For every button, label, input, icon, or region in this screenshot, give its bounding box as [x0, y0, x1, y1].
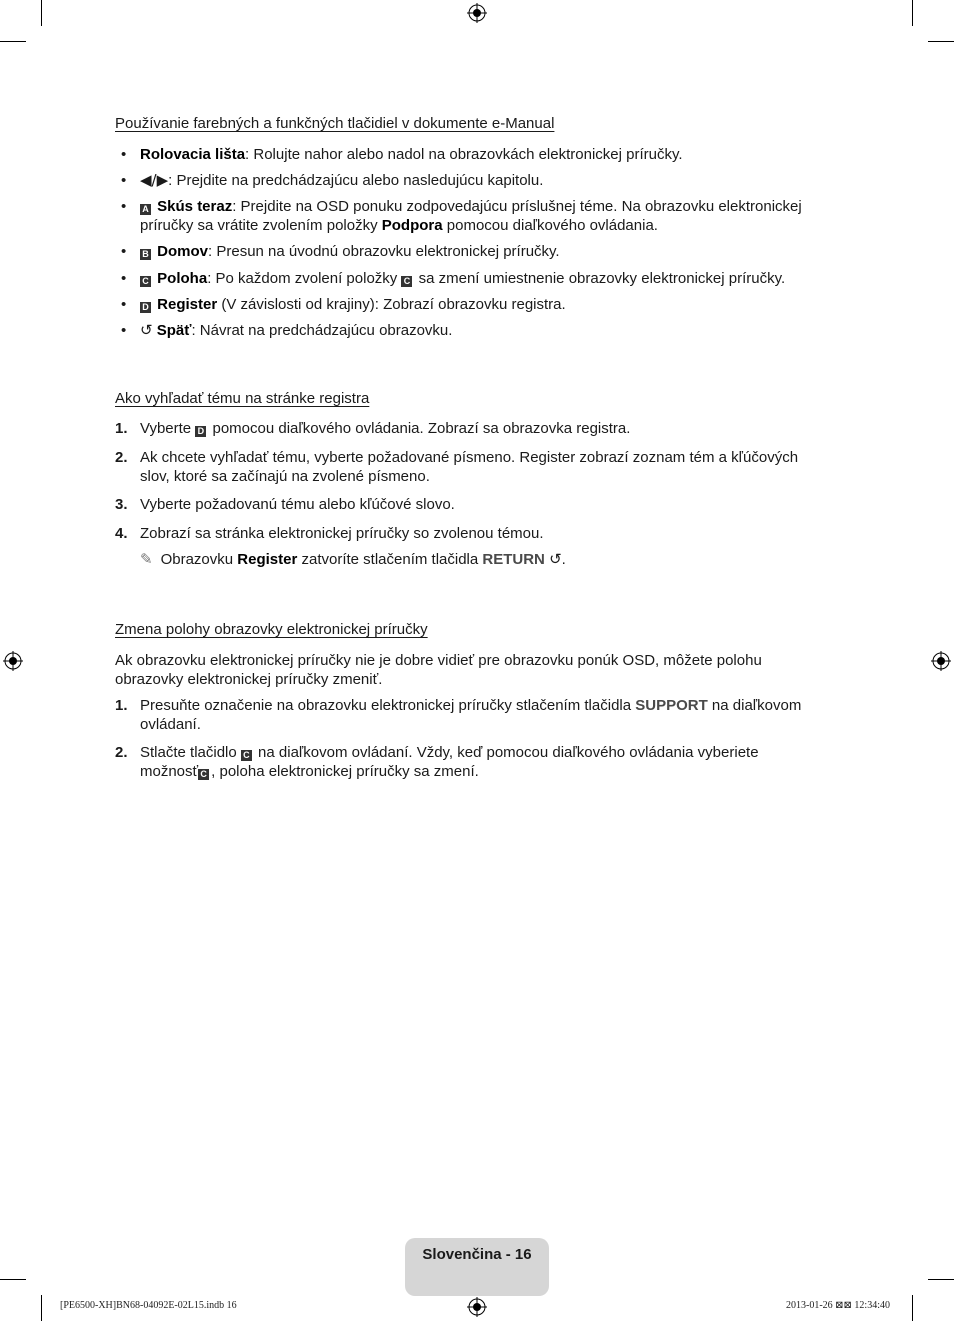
note-label: Register — [237, 551, 298, 568]
return-key-label: RETURN — [482, 551, 545, 568]
numbered-item — [115, 419, 815, 438]
page-number-tab — [405, 1238, 549, 1296]
c-button-icon: C — [198, 769, 209, 780]
section-heading: Zmena polohy obrazovky elektronickej príručky — [115, 621, 428, 638]
list-item — [115, 242, 815, 261]
item-text: : Po každom zvolení položky — [207, 270, 402, 287]
step-number: 3. — [115, 496, 128, 513]
numbered-item — [115, 495, 815, 514]
item-label: Skús teraz — [157, 198, 233, 215]
item-text: : Prejdite na predchádzajúcu alebo nasledujúcu kapitolu. — [168, 172, 544, 189]
item-text: pomocou diaľkového ovládania. Zobrazí sa obrazovka registra. — [208, 420, 631, 437]
pencil-note-icon: ✎ — [140, 550, 153, 568]
step-number: 2. — [115, 449, 128, 466]
item-text: : Prejdite na OSD ponuku zodpovedajúcu príslušnej téme. Na obrazovku elektronickej príručky sa vrátite zvolením položky — [140, 198, 802, 234]
item-text: Zobrazí sa stránka elektronickej príručky so zvolenou témou. — [140, 525, 544, 542]
item-label: Späť — [156, 322, 192, 339]
a-button-icon: A — [140, 204, 151, 215]
step-number: 2. — [115, 744, 128, 761]
crop-mark — [928, 41, 954, 42]
list-item — [115, 321, 815, 340]
item-label: Podpora — [381, 217, 443, 234]
intro-paragraph: Ak obrazovku elektronickej príručky nie je dobre vidieť pre obrazovku ponúk OSD, môžete polohu obrazovky elektronickej príručky zmeniť. — [115, 652, 762, 688]
page-number: Slovenčina - 16 — [422, 1246, 532, 1263]
numbered-item — [115, 524, 815, 543]
registration-mark-icon — [3, 651, 23, 671]
crop-mark — [41, 0, 42, 26]
footer-timestamp: 2013-01-26 ⊠⊠ 12:34:40 — [786, 1300, 890, 1311]
note-text: . — [561, 551, 566, 568]
numbered-item — [115, 743, 815, 781]
d-button-icon: D — [195, 426, 206, 437]
numbered-item — [115, 448, 815, 486]
step-number: 4. — [115, 525, 128, 542]
crop-mark — [41, 1295, 42, 1321]
bullet: • — [121, 198, 127, 215]
registration-mark-icon — [467, 3, 487, 23]
list-item — [115, 145, 815, 164]
bullet: • — [121, 243, 127, 260]
item-text: : Presun na úvodnú obrazovku elektronickej príručky. — [208, 243, 560, 260]
crop-mark — [0, 1279, 26, 1280]
item-text: na diaľkovom ovládaní. Vždy, keď pomocou diaľkového ovládania vyberiete možnosť — [140, 744, 759, 780]
bullet: • — [121, 270, 127, 287]
crop-mark — [912, 0, 913, 26]
return-arrow-icon: ↺ — [549, 550, 562, 568]
support-key-label: SUPPORT — [635, 697, 708, 714]
note-text: zatvoríte stlačením tlačidla — [297, 551, 483, 568]
item-label: Register — [157, 296, 218, 313]
note — [140, 550, 566, 569]
item-text: Presuňte označenie na obrazovku elektronickej príručky stlačením tlačidla — [140, 697, 636, 714]
numbered-item — [115, 696, 815, 734]
list-item — [115, 269, 815, 288]
left-right-arrows-icon: ◀/▶ — [140, 171, 169, 189]
step-number: 1. — [115, 420, 128, 437]
note-text: Obrazovku — [160, 551, 238, 568]
bullet: • — [121, 146, 127, 163]
d-button-icon: D — [140, 302, 151, 313]
crop-mark — [928, 1279, 954, 1280]
step-number: 1. — [115, 697, 128, 714]
item-label: Poloha — [157, 270, 208, 287]
return-arrow-icon: ↺ — [140, 321, 153, 339]
item-text: : Návrat na predchádzajúcu obrazovku. — [191, 322, 453, 339]
registration-mark-icon — [467, 1297, 487, 1317]
item-text: pomocou diaľkového ovládania. — [442, 217, 658, 234]
section-heading: Ako vyhľadať tému na stránke registra — [115, 390, 370, 407]
item-text: Stlačte tlačidlo — [140, 744, 241, 761]
footer-file-info: [PE6500-XH]BN68-04092E-02L15.indb 16 — [60, 1300, 237, 1311]
crop-mark — [912, 1295, 913, 1321]
section-heading: Používanie farebných a funkčných tlačidiel v dokumente e-Manual — [115, 115, 555, 132]
registration-mark-icon — [931, 651, 951, 671]
item-text: , poloha elektronickej príručky sa zmení. — [211, 763, 479, 780]
bullet: • — [121, 172, 127, 189]
item-text: : Rolujte nahor alebo nadol na obrazovkách elektronickej príručky. — [245, 146, 683, 163]
item-text: sa zmení umiestnenie obrazovky elektronickej príručky. — [414, 270, 786, 287]
c-button-icon: C — [241, 750, 252, 761]
item-text: Vyberte — [140, 420, 196, 437]
item-text: na diaľkovom ovládaní. — [140, 697, 802, 733]
item-label: Rolovacia lišta — [140, 146, 246, 163]
bullet: • — [121, 322, 127, 339]
item-text: (V závislosti od krajiny): Zobrazí obrazovku registra. — [217, 296, 566, 313]
item-label: Domov — [157, 243, 209, 260]
b-button-icon: B — [140, 249, 151, 260]
c-button-icon: C — [140, 276, 151, 287]
bullet: • — [121, 296, 127, 313]
list-item — [115, 171, 815, 190]
list-item — [115, 295, 815, 314]
item-text: Ak chcete vyhľadať tému, vyberte požadované písmeno. Register zobrazí zoznam tém a kľúčových slov, ktoré sa začínajú na zvolené písmeno. — [140, 449, 799, 485]
crop-mark — [0, 41, 26, 42]
c-button-icon: C — [401, 276, 412, 287]
list-item — [115, 197, 815, 235]
item-text: Vyberte požadovanú tému alebo kľúčové slovo. — [140, 496, 455, 513]
